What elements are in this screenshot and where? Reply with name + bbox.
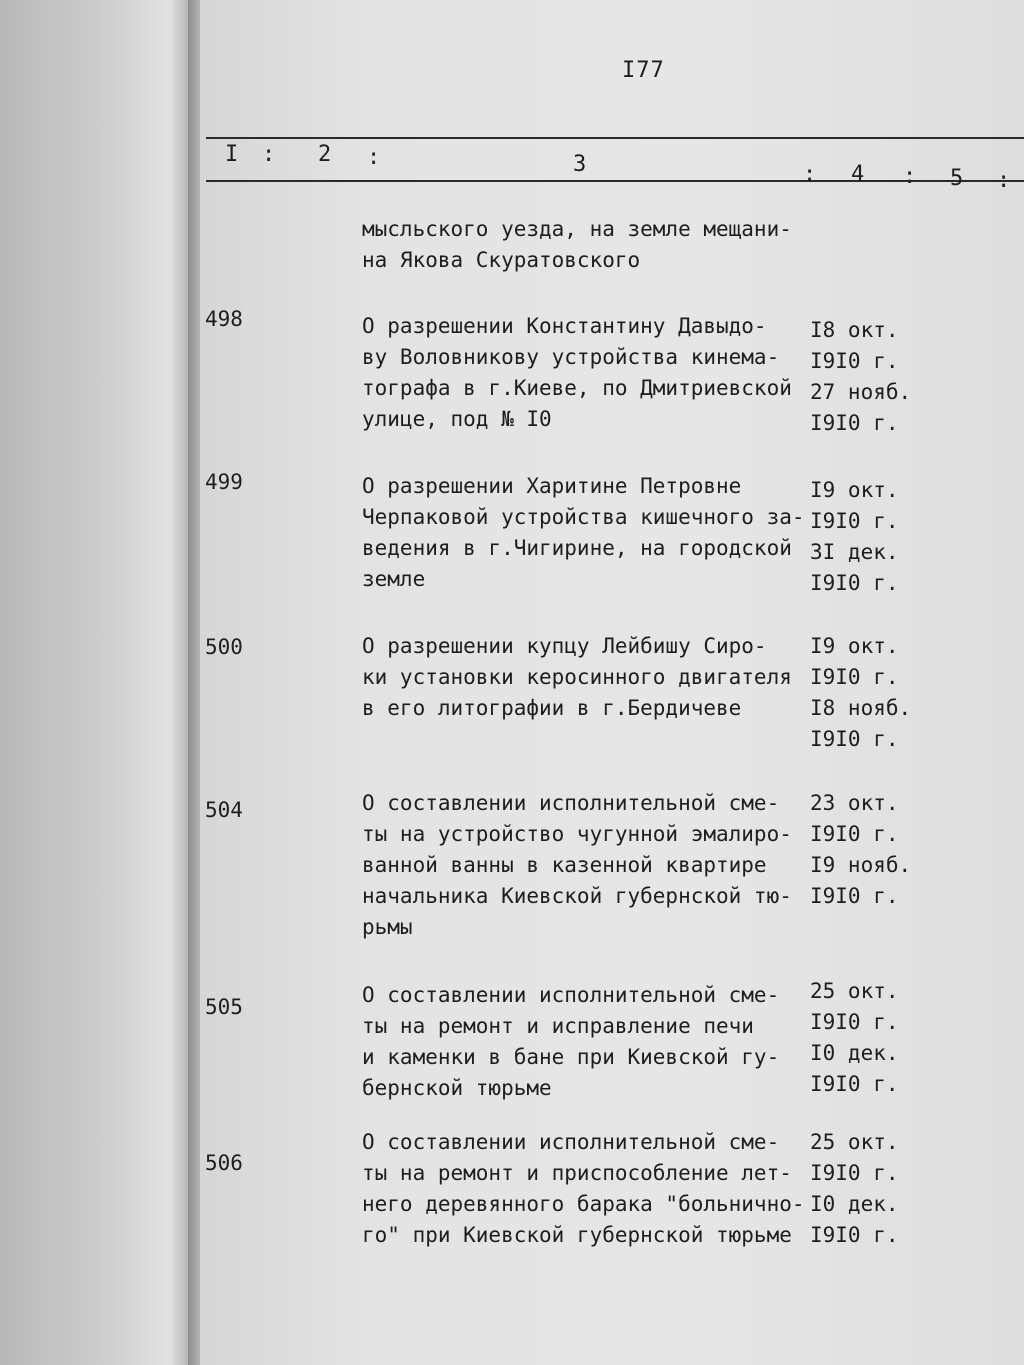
header-top-rule [206, 137, 1024, 139]
entry-description: О составлении исполнительной сме- ты на устройство чугунной эмалиро- ванной ванны в казенной квартире начальника Киевской губернской тю- рьмы [362, 791, 792, 939]
column-separator: : [262, 142, 276, 167]
entry-number: 505 [205, 995, 243, 1019]
column-separator: : [367, 145, 381, 170]
column-header-3: 3 [573, 152, 587, 177]
entry-description: О составлении исполнительной сме- ты на ремонт и приспособление лет- него деревянного барака "больнично- го" при Киевской губернской тюрьме [362, 1130, 805, 1247]
continuation-text: мысльского уезда, на земле мещани- на Якова Скуратовского [362, 217, 792, 272]
entry-number: 504 [205, 798, 243, 822]
entry-dates: 25 окт. I9I0 г. I0 дек. I9I0 г. [810, 979, 899, 1096]
column-header-5: 5 [950, 166, 964, 191]
entry-description: О составлении исполнительной сме- ты на ремонт и исправление печи и каменки в бане при Киевской гу- бернской тюрьме [362, 983, 780, 1100]
entry-number: 506 [205, 1151, 243, 1175]
entry-dates: I9 окт. I9I0 г. I8 нояб. I9I0 г. [810, 634, 912, 751]
entry-dates: 23 окт. I9I0 г. I9 нояб. I9I0 г. [810, 791, 912, 908]
entry-number: 500 [205, 635, 243, 659]
entry-dates: I8 окт. I9I0 г. 27 нояб. I9I0 г. [810, 318, 912, 435]
column-separator: : [903, 164, 917, 189]
entry-description: О разрешении Константину Давыдо- ву Воловникову устройства кинема- тографа в г.Киеве, по Дмитриевской улице, под № I0 [362, 314, 792, 431]
column-separator: : [803, 162, 817, 187]
entry-dates: I9 окт. I9I0 г. 3I дек. I9I0 г. [810, 478, 899, 595]
column-header-1: I [225, 142, 239, 167]
column-header-4: 4 [851, 162, 865, 187]
entry-number: 498 [205, 307, 243, 331]
column-header-2: 2 [318, 142, 332, 167]
facing-page [0, 0, 200, 1365]
entry-dates: 25 окт. I9I0 г. I0 дек. I9I0 г. [810, 1130, 899, 1247]
entry-number: 499 [205, 470, 243, 494]
page-number: I77 [622, 58, 665, 83]
entry-description: О разрешении купцу Лейбишу Сиро- ки установки керосинного двигателя в его литографии в г.Бердичеве [362, 634, 792, 720]
column-separator: : [997, 168, 1011, 193]
entry-description: О разрешении Харитине Петровне Черпаковой устройства кишечного за- ведения в г.Чигирине, на городской земле [362, 474, 805, 591]
header-bottom-rule [206, 180, 1024, 182]
